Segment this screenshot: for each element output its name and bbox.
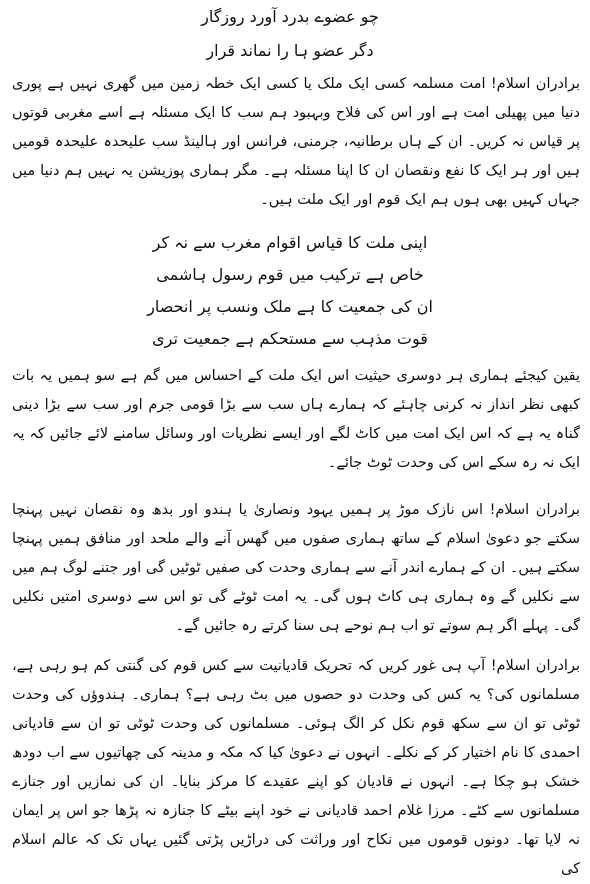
paragraph-3: برادران اسلام! اس نازک موڑ پر ہمیں یہود ونصاریٰ یا ہندو اور بدھ وہ نقصان نہیں پہنچا سکتے جو دعویٰ اسلام کے ساتھ ہماری صفوں میں گھس آنے والے ملحد اور منافق ہمیں پہنچا سکتے ہیں۔ ان کے ہمارے اندر آنے سے ہماری وحدت کی صفیں ٹوٹیں گی اور جتنے لوگ ہم میں سے نکلیں گے وہ ہماری ہی کاٹ ہوں گی۔ یہ امت ٹوٹے گی تو اس سے دوسری امتیں نکلیں گی۔ پہلے اگر ہم سوتے تو اب ہم نوحے ہی سنا کرتے رہ جائیں گے۔	[12, 502, 580, 634]
paragraph-1: برادران اسلام! امت مسلمہ کسی ایک ملک یا کسی ایک خطہ زمین میں گھری نہیں ہے پوری دنیا میں پھیلی امت ہے اور اس کی فلاح وبہبود ہم سب کا ایک مسئلہ ہے اسے مغربی قوتوں پر قیاس نہ کریں۔ ان کے ہاں برطانیہ، جرمنی، فرانس اور ہالینڈ سب علیحدہ علیحدہ قومیں ہیں اور ہر ایک کا نفع ونقصان ان کا اپنا مسئلہ ہے۔ مگر ہماری پوزیشن یہ نہیں ہم دنیا میں جہاں کہیں بھی ہوں ہم ایک قوم اور ایک ملت ہیں۔	[12, 76, 580, 208]
paragraph-2: یقین کیجئے ہماری ہر دوسری حیثیت اس ایک ملت کے احساس میں گم ہے سو ہمیں یہ بات کبھی نظر انداز نہ کرنی چاہئے کہ ہمارے ہاں سب سے بڑا قومی جرم اور سب سے بڑا دینی گناہ یہ ہے کہ اس ایک امت میں کاٹ لگے اور ایسے نظریات اور وسائل سامنے لائے جائیں کہ یہ ایک نہ رہ سکے اس کی وحدت ٹوٹ جائے۔	[12, 368, 580, 471]
opening-couplet-line-2: دگر عضو ہا را نماند قرار	[206, 41, 374, 60]
verse-line-2: خاص ہے ترکیب میں قوم رسول ہاشمی	[156, 265, 424, 284]
verse-line-3: ان کی جمعیت کا ہے ملک ونسب پر انحصار	[147, 297, 433, 316]
verse-line-4: قوت مذہب سے مستحکم ہے جمعیت تری	[152, 329, 428, 348]
opening-couplet-line-1: چو عضوے بدرد آورد روزگار	[201, 7, 379, 26]
verse-line-1: اپنی ملت کا قیاس اقوام مغرب سے نہ کر	[152, 233, 428, 252]
paragraph-4: برادران اسلام! آپ ہی غور کریں کہ تحریک قادیانیت سے کس قوم کی گنتی کم ہو رہی ہے، مسلمانوں کی؟ یہ کس کی وحدت دو حصوں میں بٹ رہی ہے؟ ہماری۔ ہندوؤں کی وحدت ٹوٹی تو ان سے سکھ قوم نکل کر الگ ہوئی۔ مسلمانوں کی وحدت ٹوٹی تو ان سے قادیانی احمدی کا نام اختیار کر کے نکلے۔ انہوں نے دعویٰ کیا کہ مکہ و مدینہ کی چھاتیوں سے اب دودھ خشک ہو چکا ہے۔ انہوں نے قادیان کو اپنے عقیدے کا مرکز بنایا۔ ان کی نمازیں اور جنازے مسلمانوں سے کٹے۔ مرزا غلام احمد قادیانی نے خود اپنے بیٹے کا جنازہ نہ پڑھا جو اس پر ایمان نہ لایا تھا۔ دونوں قوموں میں نکاح اور وراثت کی دراڑیں پڑتی گئیں یہاں تک کہ عالم اسلام کی	[12, 658, 580, 877]
